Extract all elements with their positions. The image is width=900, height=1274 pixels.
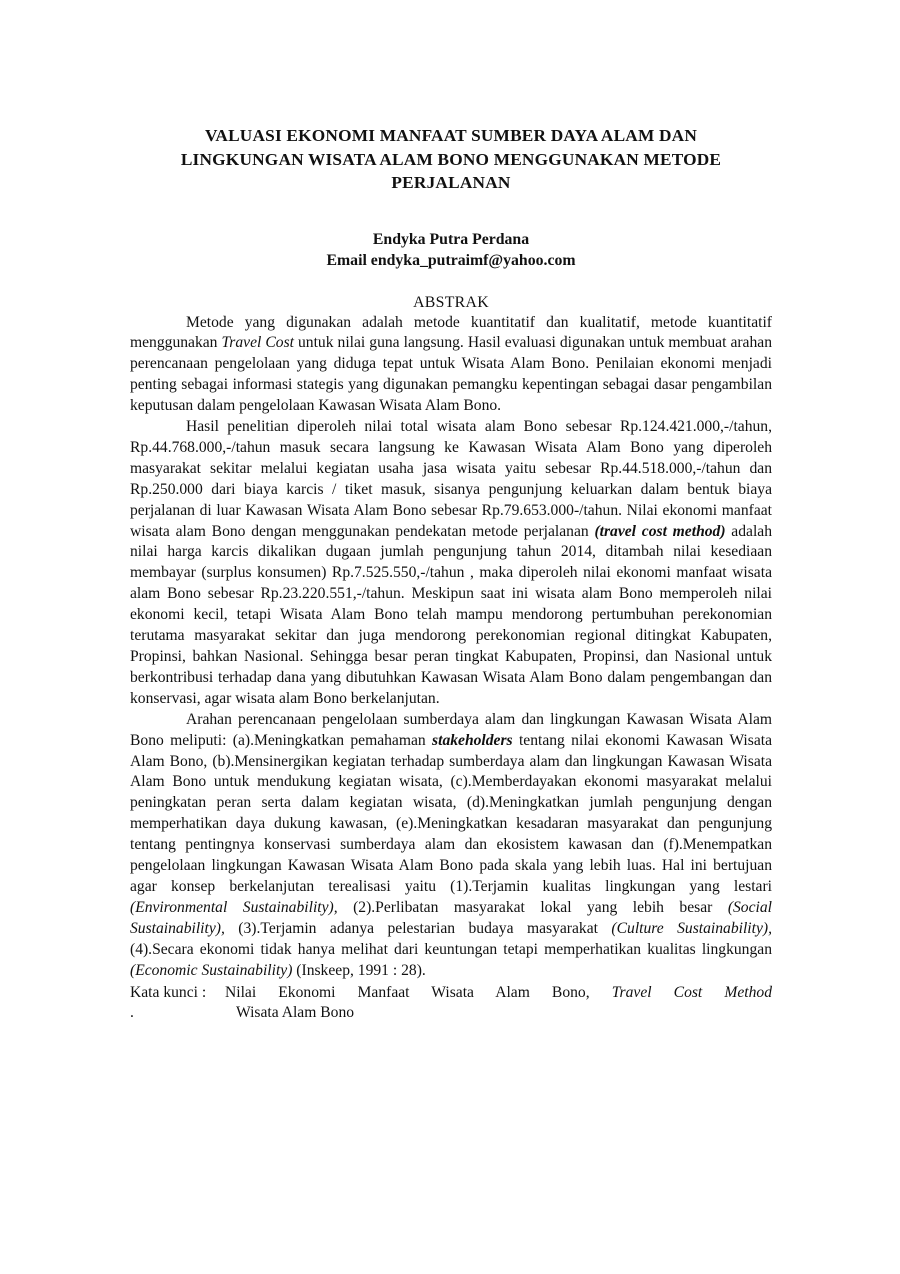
author-email: Email endyka_putraimf@yahoo.com — [326, 251, 576, 269]
abstract-paragraph-1 — [130, 313, 772, 418]
text-run: adalah nilai harga karcis dikalikan dugaan jumlah pengunjung tahun 2014, ditambah nilai kesediaan membayar (surplus konsumen) Rp.7.525.550,-/tahun , maka diperoleh nilai ekonomi manfaat wisata alam Bono sebesar Rp.23.220.551,-/tahun. Meskipun saat ini wisata alam Bono memperoleh nilai ekonomi kecil, tetapi Wisata Alam Bono telah mampu mendorong pertumbuhan perekonomian terutama masyarakat sekitar dan juga mendorong perekonomian regional ditingkat Kabupaten, Propinsi, bahkan Nasional. Sehingga besar peran tingkat Kabupaten, Propinsi, dan Nasional untuk berkontribusi terhadap dana yang dibutuhkan Kawasan Wisata Alam Bono dalam pengembangan dan konservasi, agar wisata alam Bono berkelanjutan. — [130, 522, 772, 707]
document-page — [130, 124, 772, 1024]
italic-term: (Social Sustainability), — [130, 898, 772, 937]
keyword-italic: Travel Cost Method — [611, 983, 772, 1001]
text-run: (Inskeep, 1991 : 28). — [292, 961, 426, 979]
abstract-paragraph-2 — [130, 417, 772, 710]
text-run: (2).Perlibatan masyarakat lokal yang lebih besar — [337, 898, 728, 916]
author-name: Endyka Putra Perdana — [372, 230, 530, 248]
italic-term: (Environmental Sustainability), — [130, 898, 338, 916]
text-run: Hasil penelitian diperoleh nilai total wisata alam Bono sebesar Rp.124.421.000,-/tahun, Rp.44.768.000,-/tahun masuk secara langsung ke Kawasan Wisata Alam Bono yang diperoleh masyarakat sekitar melalui kegiatan usaha jasa wisata yaitu sebesar Rp.44.518.000,-/tahun dan Rp.250.000 dari biaya karcis / tiket masuk, sisanya pengunjung keluarkan dalam bentuk biaya perjalanan di luar Kawasan Wisata Alam Bono sebesar Rp.79.653.000-/tahun. Nilai ekonomi manfaat wisata alam Bono dengan menggunakan pendekatan metode perjalanan — [130, 418, 772, 540]
text-run: untuk nilai guna langsung. Hasil evaluasi digunakan untuk membuat arahan perencanaan pengelolaan yang diduga tepat untuk Wisata Alam Bono. Penilaian ekonomi menjadi penting sebagai informasi stategis yang digunakan pemangku kepentingan sebagai dasar pengambilan keputusan dalam pengelolaan Kawasan Wisata Alam Bono. — [130, 334, 772, 415]
text-run: (3).Terjamin adanya pelestarian budaya masyarakat — [224, 919, 612, 937]
paper-title — [130, 124, 772, 195]
title-line: PERJALANAN — [391, 173, 511, 192]
text-run: Arahan perencanaan pengelolaan sumberdaya alam dan lingkungan Kawasan Wisata Alam Bono meliputi: (a).Meningkatkan pemahaman — [130, 710, 772, 749]
text-run: (4).Secara ekonomi tidak hanya melihat dari keuntungan tetapi memperhatikan kualitas lingkungan — [130, 940, 772, 958]
italic-term: (travel cost method) — [594, 522, 726, 540]
keyword-text: Wisata Alam Bono — [236, 1004, 355, 1022]
keywords-separator: : — [201, 983, 207, 1001]
italic-term: (Economic Sustainability) — [130, 961, 293, 979]
text-run: Metode yang digunakan adalah metode kuantitatif dan kualitatif, metode kuantitatif menggunakan — [130, 313, 772, 352]
keywords — [130, 983, 772, 1025]
keywords-label — [130, 983, 225, 1004]
abstract-heading: ABSTRAK — [413, 293, 489, 311]
keywords-row — [130, 1003, 772, 1024]
text-run: tentang nilai ekonomi Kawasan Wisata Alam Bono, (b).Mensinergikan kegiatan terhadap sumberdaya alam dan lingkungan Kawasan Wisata Alam Bono untuk mendukung kegiatan wisata, (c).Memberdayakan ekonomi masyarakat melalui peningkatan peran serta dalam kegiatan wisata, (d).Meningkatkan jumlah pengunjung dengan memperhatikan daya dukung kawasan, (e).Meningkatkan kesadaran masyarakat dan pengunjung tentang pentingnya konservasi sumberdaya alam dan ekosistem kawasan dan (f).Menempatkan pengelolaan lingkungan Kawasan Wisata Alam Bono pada skala yang lebih luas. Hal ini bertujuan agar konsep berkelanjutan terealisasi yaitu (1).Terjamin kualitas lingkungan yang lestari — [130, 731, 773, 895]
keywords-row — [130, 983, 772, 1004]
keywords-value — [225, 983, 772, 1004]
italic-term: Travel Cost — [221, 334, 294, 352]
abstract-paragraph-3 — [130, 710, 772, 982]
italic-term: stakeholders — [432, 731, 513, 749]
author-block — [130, 229, 772, 271]
keyword-text: Nilai Ekonomi Manfaat Wisata Alam Bono, — [225, 983, 612, 1001]
keywords-label-text: Kata kunci — [130, 983, 198, 1001]
title-line: LINGKUNGAN WISATA ALAM BONO MENGGUNAKAN METODE — [180, 149, 722, 169]
keywords-dot: . — [130, 1004, 134, 1022]
title-line: VALUASI EKONOMI MANFAAT SUMBER DAYA ALAM DAN — [204, 126, 698, 145]
italic-term: (Culture Sustainability), — [611, 919, 772, 937]
